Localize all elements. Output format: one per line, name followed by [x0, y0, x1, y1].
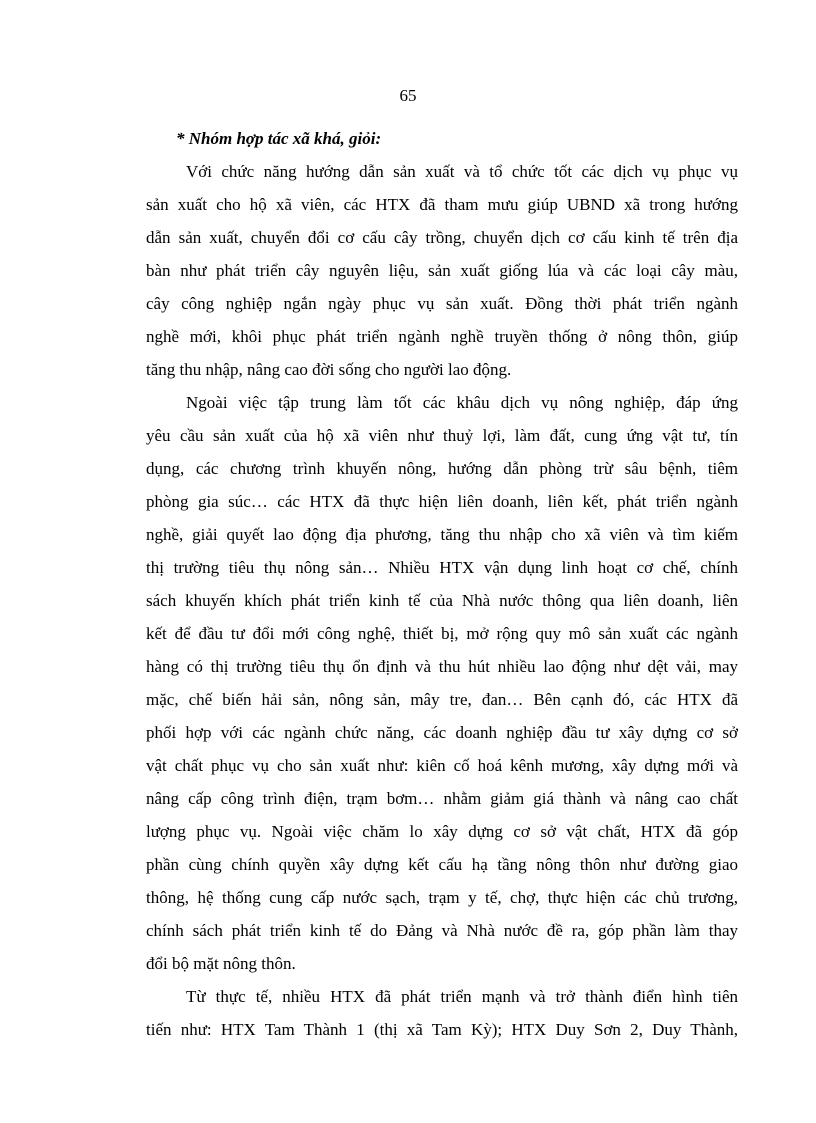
- text-line: dẫn sản xuất, chuyển đổi cơ cấu cây trồng, chuyển dịch cơ cấu kinh tế trên địa: [146, 228, 738, 247]
- text-line: thị trường tiêu thụ nông sản… Nhiều HTX vận dụng linh hoạt cơ chế, chính: [146, 558, 738, 577]
- text-line: phần cùng chính quyền xây dựng kết cấu hạ tầng nông thôn như đường giao: [146, 855, 738, 874]
- text-line: yêu cầu sản xuất của hộ xã viên như thuỷ lợi, làm đất, cung ứng vật tư, tín: [146, 426, 738, 445]
- page-number: 65: [399, 86, 417, 105]
- paragraph-3: [146, 980, 738, 1046]
- text-line: nghề, giải quyết lao động địa phương, tăng thu nhập cho xã viên và tìm kiếm: [146, 525, 738, 544]
- text-line: sản xuất cho hộ xã viên, các HTX đã tham mưu giúp UBND xã trong hướng: [146, 195, 738, 214]
- document-body: [146, 122, 738, 1046]
- text-line: phối hợp với các ngành chức năng, các doanh nghiệp đầu tư xây dựng cơ sở: [146, 723, 738, 742]
- paragraph-2: [146, 386, 738, 980]
- text-line: thông, hệ thống cung cấp nước sạch, trạm y tế, chợ, thực hiện các chủ trương,: [146, 888, 738, 907]
- paragraph-1: [146, 155, 738, 386]
- text-line: kết để đầu tư đổi mới công nghệ, thiết bị, mở rộng quy mô sản xuất các ngành: [146, 624, 738, 643]
- section-heading: * Nhóm hợp tác xã khá, giỏi:: [176, 129, 382, 148]
- text-line: tiến như: HTX Tam Thành 1 (thị xã Tam Kỳ); HTX Duy Sơn 2, Duy Thành,: [146, 1020, 738, 1039]
- text-line: sách khuyến khích phát triển kinh tế của Nhà nước thông qua liên doanh, liên: [146, 591, 738, 610]
- text-line: vật chất phục vụ cho sản xuất như: kiên cố hoá kênh mương, xây dựng mới và: [146, 756, 738, 775]
- text-line: nghề mới, khôi phục phát triển ngành nghề truyền thống ở nông thôn, giúp: [146, 327, 738, 346]
- text-line: chính sách phát triển kinh tế do Đảng và Nhà nước đề ra, góp phần làm thay: [146, 921, 738, 940]
- text-line: phòng gia súc… các HTX đã thực hiện liên doanh, liên kết, phát triển ngành: [146, 492, 738, 511]
- text-line: dụng, các chương trình khuyến nông, hướng dẫn phòng trừ sâu bệnh, tiêm: [146, 459, 738, 478]
- text-line: hàng có thị trường tiêu thụ ổn định và thu hút nhiều lao động như dệt vải, may: [146, 657, 738, 676]
- text-line: Ngoài việc tập trung làm tốt các khâu dịch vụ nông nghiệp, đáp ứng: [186, 393, 738, 412]
- text-line: lượng phục vụ. Ngoài việc chăm lo xây dựng cơ sở vật chất, HTX đã góp: [146, 822, 738, 841]
- text-line: cây công nghiệp ngắn ngày phục vụ sản xuất. Đồng thời phát triển ngành: [146, 294, 738, 313]
- text-line: Với chức năng hướng dẫn sản xuất và tổ chức tốt các dịch vụ phục vụ: [186, 162, 738, 181]
- text-line: bàn như phát triển cây nguyên liệu, sản xuất giống lúa và các loại cây màu,: [146, 261, 738, 280]
- text-line: mặc, chế biến hải sản, nông sản, mây tre, đan… Bên cạnh đó, các HTX đã: [146, 690, 738, 709]
- text-line: Từ thực tế, nhiều HTX đã phát triển mạnh và trở thành điển hình tiên: [186, 987, 738, 1006]
- text-line: nâng cấp công trình điện, trạm bơm… nhằm giảm giá thành và nâng cao chất: [146, 789, 738, 808]
- text-line: tăng thu nhập, nâng cao đời sống cho người lao động.: [146, 360, 512, 379]
- text-line: đổi bộ mặt nông thôn.: [146, 954, 296, 973]
